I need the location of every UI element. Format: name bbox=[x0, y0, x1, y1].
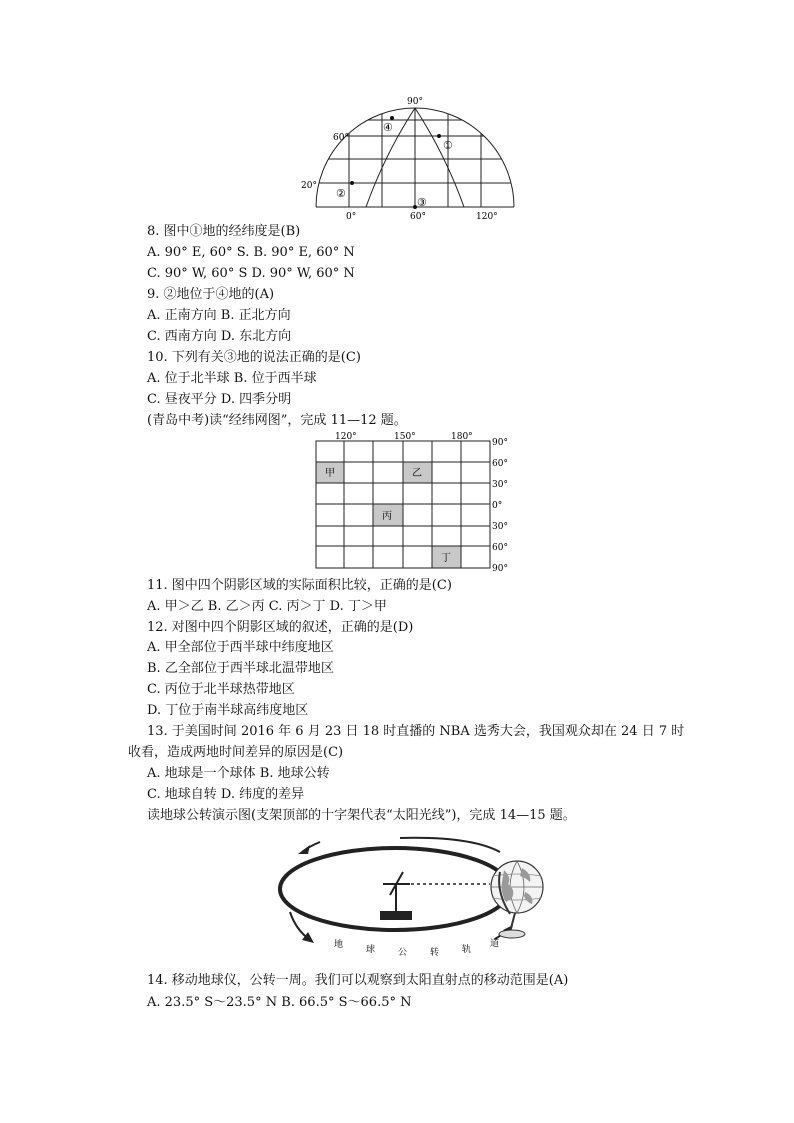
lat-label-20: 20° bbox=[301, 181, 317, 191]
q12-stem: 12. 对图中四个阴影区域的叙述，正确的是(D) bbox=[147, 620, 414, 635]
q13-options-2: C. 地球自转 D. 纬度的差异 bbox=[147, 787, 305, 802]
orbit-char-6: 道 bbox=[490, 939, 500, 949]
q9-options-1: A. 正南方向 B. 正北方向 bbox=[147, 308, 291, 323]
intro-14-15: 读地球公转演示图(支架顶部的十字架代表“太阳光线”)，完成 14—15 题。 bbox=[147, 808, 576, 823]
q14-stem: 14. 移动地球仪，公转一周。我们可以观察到太阳直射点的移动范围是(A) bbox=[147, 973, 569, 988]
right-label-60s: 60° bbox=[492, 543, 508, 553]
orbit-char-3: 公 bbox=[398, 948, 408, 958]
right-label-30n: 30° bbox=[492, 480, 508, 490]
q12-option-b: B. 乙全部位于西半球北温带地区 bbox=[147, 661, 334, 676]
q13-stem-2: 收看，造成两地时间差异的原因是(C) bbox=[128, 745, 344, 760]
q14-options-1: A. 23.5° S～23.5° N B. 66.5° S～66.5° N bbox=[147, 995, 412, 1010]
point-3-label: ③ bbox=[417, 196, 427, 209]
hemisphere-graticule-figure bbox=[300, 94, 530, 222]
orbit-char-4: 转 bbox=[430, 948, 440, 958]
q12-option-a: A. 甲全部位于西半球中纬度地区 bbox=[147, 640, 334, 655]
right-label-60n: 60° bbox=[492, 459, 508, 469]
q11-stem: 11. 图中四个阴影区域的实际面积比较，正确的是(C) bbox=[147, 578, 452, 593]
right-label-90s: 90° bbox=[492, 564, 508, 572]
orbit-char-1: 地 bbox=[334, 940, 344, 950]
point-1-label: ① bbox=[443, 139, 453, 152]
q10-options-1: A. 位于北半球 B. 位于西半球 bbox=[147, 371, 317, 386]
right-label-0: 0° bbox=[492, 501, 503, 511]
lon-label-120: 120° bbox=[476, 212, 498, 222]
q13-stem-1: 13. 于美国时间 2016 年 6 月 23 日 18 时直播的 NBA 选秀大会，我国观众却在 24 日 7 时 bbox=[147, 724, 685, 739]
latlong-grid-figure bbox=[312, 430, 512, 572]
q8-options-2: C. 90° W, 60° S D. 90° W, 60° N bbox=[147, 266, 355, 281]
top-label-150: 150° bbox=[394, 432, 416, 442]
intro-11-12: (青岛中考)读“经纬网图”，完成 11—12 题。 bbox=[147, 413, 407, 428]
lat-label-90: 90° bbox=[407, 97, 423, 107]
point-2-label: ② bbox=[336, 187, 346, 200]
q12-option-d: D. 丁位于南半球高纬度地区 bbox=[147, 703, 309, 718]
q8-options-1: A. 90° E, 60° S. B. 90° E, 60° N bbox=[147, 245, 355, 260]
point-4-label: ④ bbox=[383, 121, 393, 134]
lon-label-60: 60° bbox=[410, 212, 426, 222]
cell-yi: 乙 bbox=[412, 468, 422, 479]
right-label-30s: 30° bbox=[492, 522, 508, 532]
q12-option-c: C. 丙位于北半球热带地区 bbox=[147, 682, 295, 697]
q10-options-2: C. 昼夜平分 D. 四季分明 bbox=[147, 392, 292, 407]
q9-stem: 9. ②地位于④地的(A) bbox=[147, 287, 275, 302]
cell-ding: 丁 bbox=[441, 553, 451, 564]
orbit-char-2: 球 bbox=[366, 945, 376, 955]
right-label-90n: 90° bbox=[492, 438, 508, 448]
lat-label-60: 60° bbox=[333, 133, 349, 143]
lon-label-0: 0° bbox=[346, 212, 357, 222]
cell-bing: 丙 bbox=[382, 511, 392, 522]
orbit-char-5: 轨 bbox=[462, 945, 472, 955]
q13-options-1: A. 地球是一个球体 B. 地球公转 bbox=[147, 766, 330, 781]
earth-revolution-figure bbox=[270, 832, 560, 964]
top-label-120: 120° bbox=[335, 432, 357, 442]
top-label-180: 180° bbox=[451, 432, 473, 442]
q10-stem: 10. 下列有关③地的说法正确的是(C) bbox=[147, 350, 361, 365]
q11-options-1: A. 甲＞乙 B. 乙＞丙 C. 丙＞丁 D. 丁＞甲 bbox=[147, 599, 387, 614]
q8-stem: 8. 图中①地的经纬度是(B) bbox=[147, 224, 301, 239]
cell-jia: 甲 bbox=[325, 468, 335, 479]
q9-options-2: C. 西南方向 D. 东北方向 bbox=[147, 329, 292, 344]
